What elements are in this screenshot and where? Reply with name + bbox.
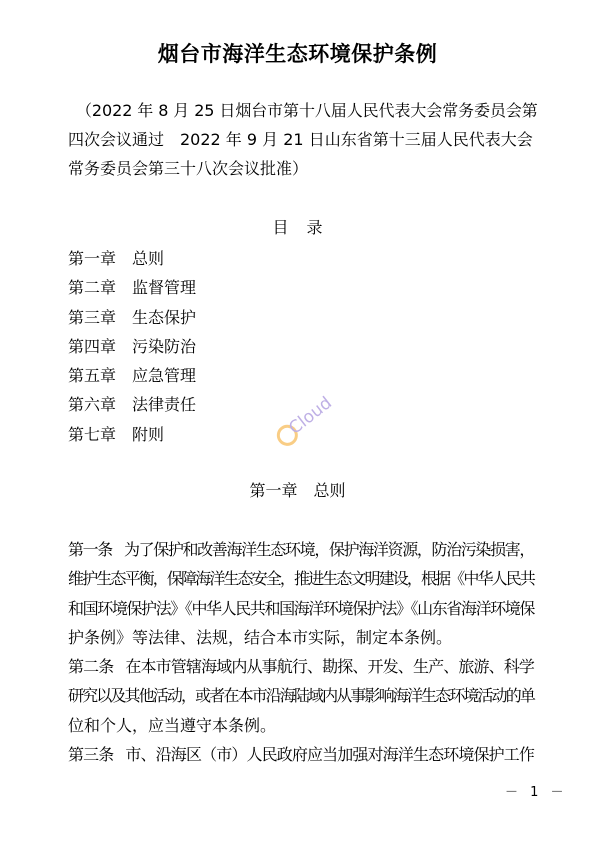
article-line: 第三条 市、沿海区（市）人民政府应当加强对海洋生态环境保护工作 bbox=[68, 745, 535, 765]
article-line: 第二条 在本市管辖海域内从事航行、勘探、开发、生产、旅游、科学 bbox=[68, 657, 535, 677]
article-line: 维护生态平衡，保障海洋生态安全，推进生态文明建设，根据《中华人民共 bbox=[68, 569, 535, 589]
toc-item-title: 附则 bbox=[132, 424, 165, 444]
article-line: 位和个人，应当遵守本条例。 bbox=[68, 715, 277, 735]
article-label: 第一条 bbox=[68, 540, 112, 559]
chapter-number: 第一章 bbox=[249, 481, 298, 500]
toc-item-number: 第三章 bbox=[68, 307, 117, 327]
article-body bbox=[68, 535, 534, 769]
toc-heading-char: 录 bbox=[306, 218, 323, 237]
chapter-heading bbox=[0, 478, 595, 501]
approval-note bbox=[68, 96, 538, 183]
watermark-text: Cloud bbox=[285, 393, 336, 439]
toc-item-title: 污染防治 bbox=[132, 336, 197, 356]
article-line: 护条例》等法律、法规，结合本市实际，制定本条例。 bbox=[68, 627, 453, 647]
article-line: 第一条 为了保护和改善海洋生态环境，保护海洋资源，防治污染损害， bbox=[68, 540, 535, 559]
toc-item-title: 总则 bbox=[132, 249, 165, 268]
toc-item-number: 第六章 bbox=[68, 395, 117, 415]
toc-item-title: 法律责任 bbox=[132, 395, 197, 415]
cloud-watermark-icon bbox=[262, 382, 344, 454]
approval-line: 常务委员会第三十八次会议批准） bbox=[68, 159, 309, 178]
toc-heading-char: 目 bbox=[272, 218, 289, 237]
article-label: 第二条 bbox=[68, 657, 114, 677]
toc-heading bbox=[0, 215, 595, 238]
toc-item[interactable] bbox=[68, 332, 368, 361]
toc-item-title: 生态保护 bbox=[132, 307, 197, 327]
toc-item-title: 应急管理 bbox=[132, 366, 197, 386]
article-label: 第三条 bbox=[68, 745, 114, 765]
toc-item-number: 第二章 bbox=[68, 278, 117, 298]
article-line: 研究以及其他活动，或者在本市沿海陆域内从事影响海洋生态环境活动的单 bbox=[68, 686, 535, 706]
chapter-title: 总则 bbox=[313, 481, 346, 500]
toc-item-title: 监督管理 bbox=[132, 278, 197, 298]
article-line: 和国环境保护法》《中华人民共和国海洋环境保护法》《山东省海洋环境保 bbox=[68, 598, 535, 618]
toc-item[interactable] bbox=[68, 303, 368, 332]
page-number: － 1 － bbox=[505, 785, 568, 800]
toc-item-number: 第七章 bbox=[68, 424, 117, 444]
toc-item[interactable] bbox=[68, 244, 368, 273]
approval-line: 四次会议通过 2022 年 9 月 21 日山东省第十三届人民代表大会 bbox=[68, 130, 533, 149]
toc-item-number: 第四章 bbox=[68, 336, 117, 356]
toc-item-number: 第一章 bbox=[68, 249, 117, 268]
approval-line: （2022 年 8 月 25 日烟台市第十八届人民代表大会常务委员会第 bbox=[76, 101, 538, 120]
document-title: 烟台市海洋生态环境保护条例 bbox=[157, 42, 438, 66]
toc-item[interactable] bbox=[68, 273, 368, 302]
toc-item-number: 第五章 bbox=[68, 366, 117, 386]
